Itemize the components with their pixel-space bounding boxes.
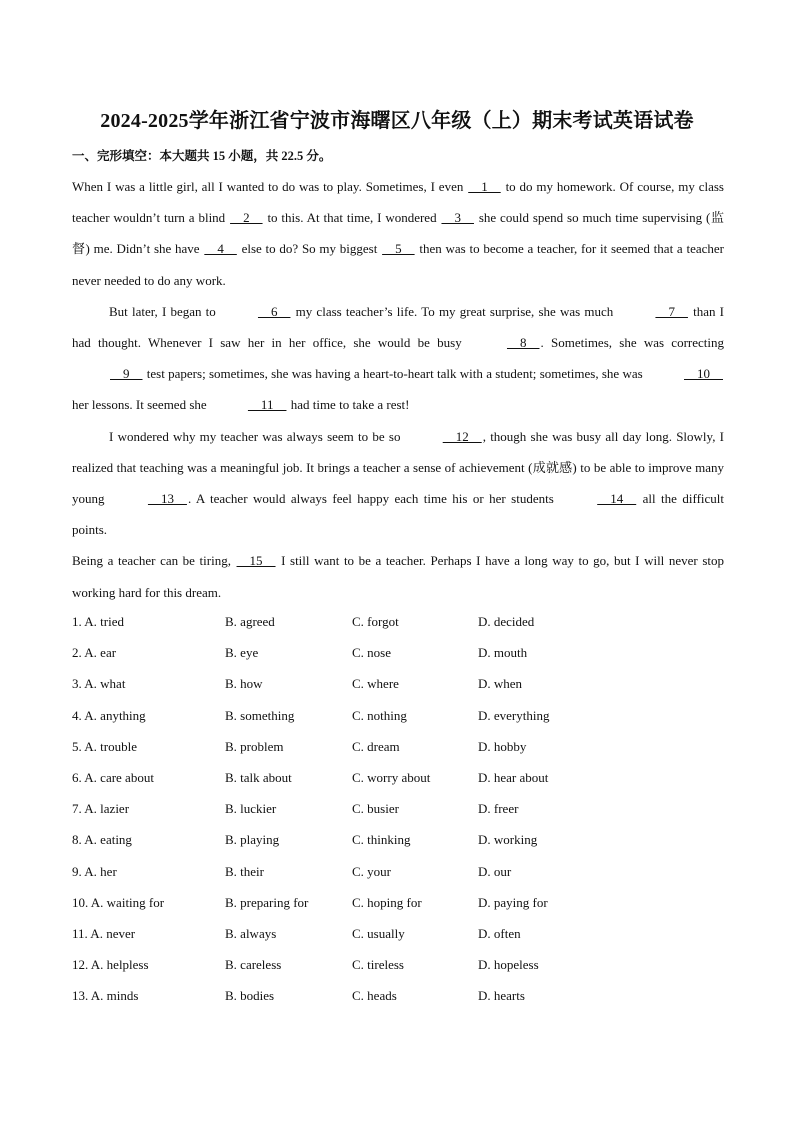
option-a: 7. A. lazier: [72, 801, 130, 817]
option-b: B. agreed: [225, 614, 275, 629]
blank-12: 12: [442, 428, 482, 444]
question-row: [72, 606, 722, 637]
passage-text: But later, I began to: [109, 303, 220, 319]
option-c: C. heads: [352, 988, 397, 1004]
option-b: B. luckier: [225, 801, 277, 817]
passage-text: . A teacher would always feel happy each time his or her students: [187, 491, 560, 507]
option-d: D. paying for: [478, 894, 548, 910]
option-b: B. playing: [225, 832, 280, 848]
option-d: D. mouth: [478, 645, 528, 661]
option-a: 8. A. eating: [72, 832, 132, 848]
option-d: D. hopeless: [478, 957, 539, 973]
blank-6: 6: [257, 303, 291, 319]
option-a: 1. A. tried: [72, 614, 124, 629]
question-row: [72, 700, 722, 731]
option-a: 5. A. trouble: [72, 738, 137, 754]
option-c: C. forgot: [352, 614, 399, 629]
option-b: B. bodies: [225, 988, 275, 1004]
option-a: 10. A. waiting for: [72, 894, 165, 910]
option-b: B. always: [225, 925, 277, 941]
passage-text: I still want to be a teacher. Perhaps I have a long way to go, but I will never stop working hard for this dream.: [72, 553, 724, 600]
blank-1: 1: [468, 179, 501, 194]
blank-9: 9: [110, 366, 143, 382]
question-row: [72, 637, 722, 668]
option-a: 13. A. minds: [72, 988, 139, 1004]
option-d: D. hear about: [478, 769, 549, 785]
option-c: C. dream: [352, 738, 400, 754]
question-row: [72, 824, 722, 855]
option-a: 3. A. what: [72, 676, 126, 692]
option-c: C. usually: [352, 925, 405, 941]
blank-7: 7: [655, 303, 688, 319]
passage-text: to this. At that time, I wondered: [263, 210, 441, 226]
option-c: C. hoping for: [352, 894, 422, 910]
blank-2: 2: [230, 210, 263, 226]
option-c: C. thinking: [352, 832, 411, 848]
option-b: B. careless: [225, 957, 282, 973]
option-b: B. eye: [225, 645, 259, 661]
option-c: C. where: [352, 676, 399, 692]
passage-text: she could spend so much time supervising (监督) me. Didn’t she have: [72, 210, 724, 257]
question-row: [72, 731, 722, 762]
passage-text: I wondered why my teacher was always seem to be so: [109, 428, 405, 444]
option-a: 4. A. anything: [72, 707, 146, 723]
passage-paragraph-4: [72, 545, 724, 607]
passage-text: Being a teacher can be tiring,: [72, 553, 236, 569]
passage-text: my class teacher’s life. To my great surprise, she was much: [291, 303, 618, 319]
option-b: B. their: [225, 863, 264, 879]
cloze-passage: [72, 171, 724, 608]
option-c: C. nothing: [352, 707, 407, 723]
option-d: D. hearts: [478, 988, 525, 1004]
page-title: 2024-2025学年浙江省宁波市海曙区八年级（上）期末考试英语试卷: [100, 110, 694, 132]
passage-text: When I was a little girl, all I wanted to do was to play. Sometimes, I even: [72, 179, 468, 194]
blank-14: 14: [597, 491, 637, 507]
passage-text: her lessons. It seemed she: [72, 397, 210, 413]
option-c: C. tireless: [352, 957, 404, 973]
blank-15: 15: [236, 553, 276, 569]
option-a: 2. A. ear: [72, 645, 117, 661]
passage-paragraph-3: [72, 421, 724, 546]
blank-13: 13: [147, 491, 187, 507]
blank-4: 4: [204, 241, 237, 257]
blank-8: 8: [506, 335, 540, 351]
section-heading: 一、完形填空：本大题共 15 小题，共 22.5 分。: [72, 149, 332, 163]
option-a: 6. A. care about: [72, 769, 154, 785]
blank-10: 10: [684, 366, 723, 382]
question-row: [72, 980, 722, 1011]
blank-3: 3: [441, 210, 474, 226]
option-d: D. when: [478, 676, 523, 692]
passage-text: all the difficult points.: [72, 491, 725, 538]
option-b: B. talk about: [225, 769, 292, 785]
option-d: D. our: [478, 863, 512, 879]
question-row: [72, 668, 722, 699]
question-row: [72, 856, 722, 887]
option-d: D. freer: [478, 801, 519, 817]
question-row: [72, 762, 722, 793]
passage-text: else to do? So my biggest: [237, 241, 382, 257]
option-b: B. problem: [225, 738, 284, 754]
question-row: [72, 949, 722, 980]
passage-text: to do my homework. Of course, my class teacher wouldn’t turn a blind: [72, 179, 724, 226]
question-row: [72, 793, 722, 824]
option-d: D. hobby: [478, 738, 527, 754]
passage-text: then was to become a teacher, for it seemed that a teacher never needed to do any work.: [72, 241, 724, 288]
option-d: D. decided: [478, 614, 535, 629]
option-b: B. something: [225, 707, 295, 723]
passage-text: , though she was busy all day long. Slowly, I realized that teaching was a meaningful job. It brings a teacher a sense of achievement (成就感) to be able to improve many young: [72, 428, 725, 507]
option-a: 11. A. never: [72, 925, 136, 941]
passage-paragraph-2: [72, 296, 724, 421]
question-options: [72, 606, 722, 1011]
passage-text: had time to take a rest!: [287, 397, 410, 413]
option-c: C. your: [352, 863, 391, 879]
option-a: 9. A. her: [72, 863, 117, 879]
passage-text: test papers; sometimes, she was having a heart-to-heart talk with a student; sometimes, she was: [143, 366, 646, 382]
option-c: C. worry about: [352, 769, 431, 785]
blank-5: 5: [382, 241, 415, 257]
option-b: B. how: [225, 676, 263, 692]
blank-11: 11: [247, 397, 287, 413]
passage-paragraph-1: [72, 171, 724, 296]
option-d: D. often: [478, 925, 521, 941]
passage-text: . Sometimes, she was correcting: [540, 335, 724, 351]
option-c: C. nose: [352, 645, 391, 661]
passage-text: than I had thought. Whenever I saw her in her office, she would be busy: [72, 303, 724, 351]
option-d: D. everything: [478, 707, 550, 723]
option-d: D. working: [478, 832, 538, 848]
question-row: [72, 887, 722, 918]
option-c: C. busier: [352, 801, 399, 817]
option-b: B. preparing for: [225, 894, 309, 910]
question-row: [72, 918, 722, 949]
option-a: 12. A. helpless: [72, 957, 149, 973]
